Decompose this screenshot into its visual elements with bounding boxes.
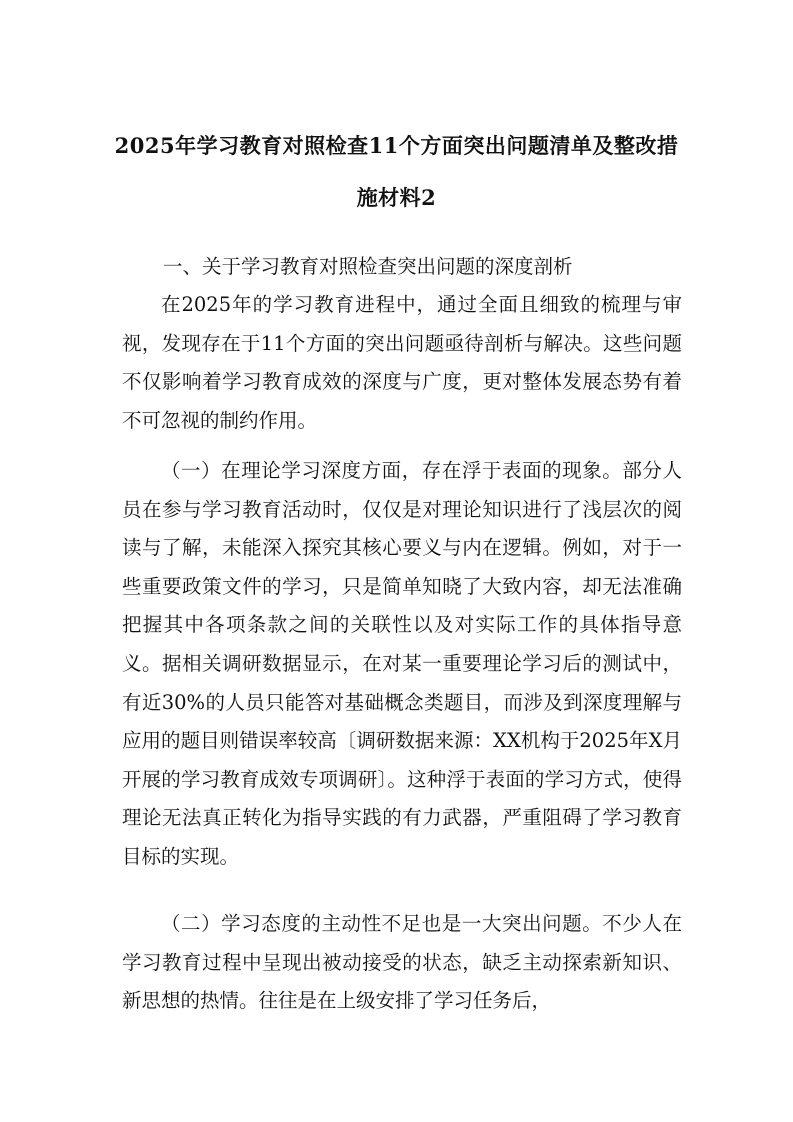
paragraph-intro: 在2025年的学习教育进程中，通过全面且细致的梳理与审视，发现存在于11个方面的突出问题亟待剖析与解决。这些问题不仅影响着学习教育成效的深度与广度，更对整体发展态势有着不可忽视的制约作用。 (122, 293, 682, 432)
paragraph-point-1: （一）在理论学习深度方面，存在浮于表面的现象。部分人员在参与学习教育活动时，仅仅是对理论知识进行了浅层次的阅读与了解，未能深入探究其核心要义与内在逻辑。例如，对于一些重要政策文件的学习，只是简单知晓了大致内容，却无法准确把握其中各项条款之间的关联性以及对实际工作的具体指导意义。据相关调研数据显示，在对某一重要理论学习后的测试中，有近30%的人员只能答对基础概念类题目，而涉及到深度理解与应用的题目则错误率较高〔调研数据来源：XX机构于2025年X月开展的学习教育成效专项调研〕。这种浮于表面的学习方式，使得理论无法真正转化为指导实践的有力武器，严重阻碍了学习教育目标的实现。 (122, 459, 682, 868)
document-title-line-2: 施材料2 (356, 185, 437, 210)
section-heading: 一、关于学习教育对照检查突出问题的深度剖析 (163, 255, 573, 278)
paragraph-point-2: （二）学习态度的主动性不足也是一大突出问题。不少人在学习教育过程中呈现出被动接受的状态，缺乏主动探索新知识、新思想的热情。往往是在上级安排了学习任务后， (122, 912, 682, 1013)
document-title-line-1: 2025年学习教育对照检查11个方面突出问题清单及整改措 (114, 133, 679, 158)
